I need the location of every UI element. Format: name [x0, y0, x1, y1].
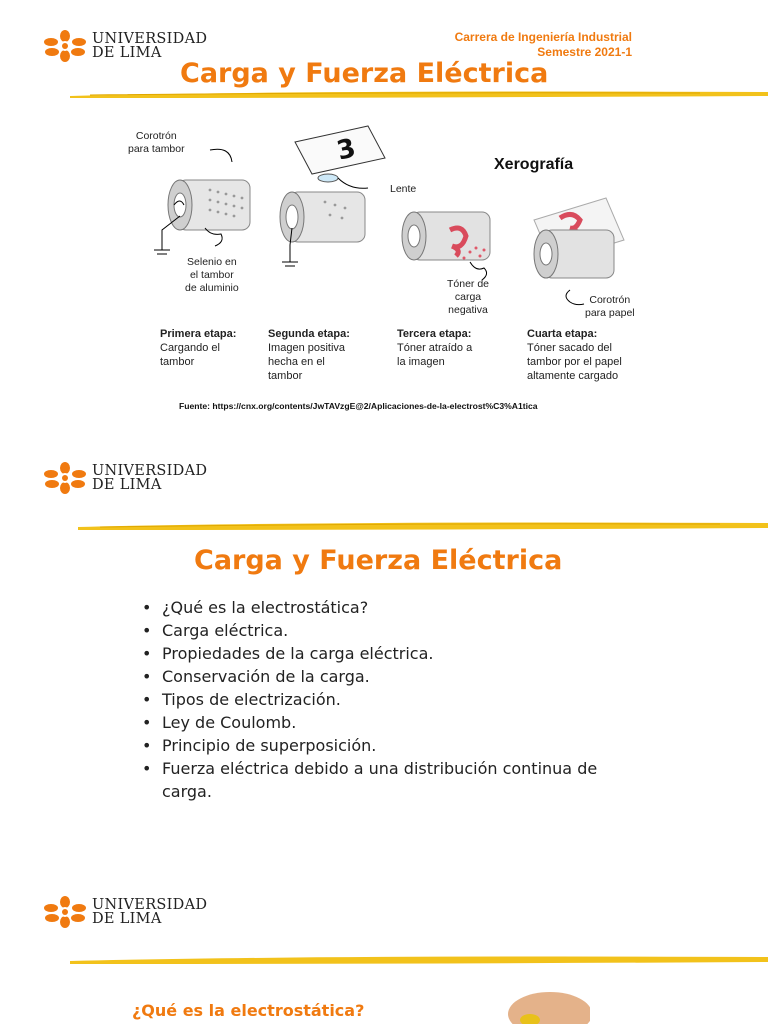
label-selenium-line-1: Selenio en	[187, 256, 237, 268]
title-underline-stroke	[0, 952, 768, 968]
label-selenium-line-2: el tambor	[189, 269, 234, 281]
stage-4-line: Tóner sacado del	[527, 342, 612, 354]
logo-line-2: DE LIMA	[92, 477, 162, 493]
slide-2-title: Carga y Fuerza Eléctrica	[194, 545, 563, 576]
label-selenium	[185, 256, 239, 295]
drum-2-icon	[280, 174, 368, 266]
career-name: Carrera de Ingeniería Industrial	[454, 30, 632, 44]
logo-line-2: DE LIMA	[92, 45, 162, 61]
label-corotron-paper-line-1: Corotrón	[589, 294, 631, 306]
stage-1-title: Primera etapa:	[160, 328, 237, 340]
label-toner	[447, 278, 489, 317]
xerography-figure	[150, 120, 650, 330]
logo-line-1: UNIVERSIDAD	[92, 463, 208, 479]
semester: Semestre 2021-1	[537, 45, 632, 59]
list-item: • Principio de superposición.	[140, 734, 640, 757]
label-selenium-line-3: de aluminio	[185, 282, 239, 294]
list-item: • Carga eléctrica.	[140, 619, 640, 642]
slide-3-question: ¿Qué es la electrostática?	[132, 1001, 365, 1020]
slide-1	[0, 0, 768, 430]
slide-title: Carga y Fuerza Eléctrica	[180, 58, 549, 89]
figure-source: Fuente: https://cnx.org/contents/JwTAVzgE@2/Aplicaciones-de-la-electrost%C3%A1tica	[179, 401, 538, 411]
list-item: • Fuerza eléctrica debido a una distribución continua de carga.	[140, 757, 640, 803]
list-item: • Propiedades de la carga eléctrica.	[140, 642, 640, 665]
stage-2-line: tambor	[268, 370, 303, 382]
label-toner-line-3: negativa	[448, 304, 488, 316]
university-flower-logo-icon	[44, 462, 86, 494]
card-digit: 3	[333, 133, 359, 167]
title-underline-stroke	[0, 86, 768, 102]
drum-1-icon	[154, 149, 250, 254]
list-item: • ¿Qué es la electrostática?	[140, 596, 640, 619]
stage-3	[397, 327, 472, 369]
stage-4	[527, 327, 622, 383]
stage-1-line: Cargando el	[160, 342, 220, 354]
stage-2	[268, 327, 350, 383]
list-item: • Conservación de la carga.	[140, 665, 640, 688]
stage-3-line: Tóner atraído a	[397, 342, 473, 354]
label-corotron-paper-line-2: para papel	[585, 307, 635, 319]
label-corotron-paper	[585, 294, 635, 320]
stage-3-title: Tercera etapa:	[397, 328, 472, 340]
stage-3-line: la imagen	[397, 356, 445, 368]
course-header	[455, 30, 632, 60]
stage-1-line: tambor	[160, 356, 195, 368]
logo-line-2: DE LIMA	[92, 911, 162, 927]
title-underline-stroke	[0, 518, 768, 534]
drum-3-icon	[402, 212, 490, 280]
list-item: • Tipos de electrización.	[140, 688, 640, 711]
label-toner-line-2: carga	[454, 291, 482, 303]
hand-image-icon	[500, 984, 590, 1024]
label-corotron-drum-line-1: Corotrón	[135, 130, 177, 142]
stage-1	[160, 327, 236, 369]
university-flower-logo-icon	[44, 896, 86, 928]
university-flower-logo-icon	[44, 30, 86, 62]
stage-2-line: hecha en el	[268, 356, 325, 368]
figure-title: Xerografía	[494, 156, 574, 173]
logo-line-1: UNIVERSIDAD	[92, 31, 208, 47]
drum-4-icon	[534, 198, 624, 305]
topic-list	[140, 596, 640, 803]
label-toner-line-1: Tóner de	[447, 278, 490, 290]
label-corotron-drum	[128, 130, 185, 156]
label-lens: Lente	[390, 183, 417, 195]
stage-4-line: tambor por el papel	[527, 356, 622, 368]
slide-3	[0, 880, 768, 1024]
label-corotron-drum-line-2: para tambor	[128, 143, 185, 155]
logo-line-1: UNIVERSIDAD	[92, 897, 208, 913]
stage-4-title: Cuarta etapa:	[527, 328, 598, 340]
stage-4-line: altamente cargado	[527, 370, 619, 382]
university-logo	[44, 462, 207, 494]
card-3-icon	[295, 126, 385, 174]
university-logo	[44, 896, 207, 928]
list-item: • Ley de Coulomb.	[140, 711, 640, 734]
stage-2-title: Segunda etapa:	[268, 328, 350, 340]
stage-2-line: Imagen positiva	[268, 342, 346, 354]
